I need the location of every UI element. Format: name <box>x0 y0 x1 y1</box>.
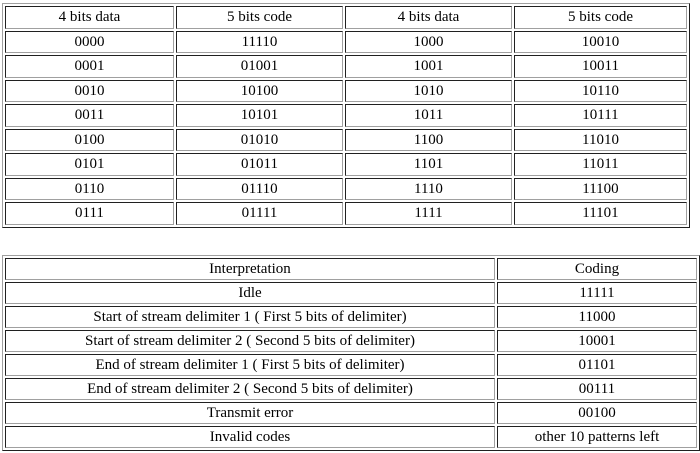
table-row <box>5 178 687 201</box>
table-cell: Transmit error <box>5 402 495 424</box>
column-header: 5 bits code <box>176 6 343 29</box>
table-cell: 0010 <box>5 80 174 103</box>
table-cell: 0011 <box>5 104 174 127</box>
control-code-table <box>2 255 700 451</box>
table-cell: other 10 patterns left <box>497 426 697 448</box>
table-cell: 11110 <box>176 31 343 54</box>
table-cell: 10101 <box>176 104 343 127</box>
table-cell: 01011 <box>176 153 343 176</box>
column-header: Interpretation <box>5 258 495 280</box>
table-cell: 0001 <box>5 55 174 78</box>
table-row <box>5 402 697 424</box>
table-cell: 10001 <box>497 330 697 352</box>
column-header: 4 bits data <box>345 6 512 29</box>
table-cell: 11010 <box>514 129 687 152</box>
table-cell: 1010 <box>345 80 512 103</box>
data-code-table-body <box>5 6 687 225</box>
table-row <box>5 80 687 103</box>
table-cell: 0100 <box>5 129 174 152</box>
table-cell: 1111 <box>345 202 512 225</box>
table-cell: 11101 <box>514 202 687 225</box>
table-cell: 10010 <box>514 31 687 54</box>
table-row <box>5 31 687 54</box>
table-row <box>5 282 697 304</box>
table-cell: 11011 <box>514 153 687 176</box>
table-row <box>5 306 697 328</box>
table-row <box>5 354 697 376</box>
table-cell: 10011 <box>514 55 687 78</box>
table-row <box>5 378 697 400</box>
table-cell: 1110 <box>345 178 512 201</box>
table-cell: Invalid codes <box>5 426 495 448</box>
table-cell: 0101 <box>5 153 174 176</box>
table-cell: 11111 <box>497 282 697 304</box>
table-cell: End of stream delimiter 1 ( First 5 bits of delimiter) <box>5 354 495 376</box>
table-cell: 1011 <box>345 104 512 127</box>
table-cell: 1101 <box>345 153 512 176</box>
table-cell: 01111 <box>176 202 343 225</box>
column-header: 4 bits data <box>5 6 174 29</box>
table-cell: 00111 <box>497 378 697 400</box>
table-cell: Idle <box>5 282 495 304</box>
table-cell: Start of stream delimiter 1 ( First 5 bits of delimiter) <box>5 306 495 328</box>
table-cell: 01101 <box>497 354 697 376</box>
table-cell: 00100 <box>497 402 697 424</box>
table-cell: 0110 <box>5 178 174 201</box>
table-row <box>5 330 697 352</box>
table-header-row <box>5 6 687 29</box>
table-header-row <box>5 258 697 280</box>
table-cell: 1100 <box>345 129 512 152</box>
table-cell: 0000 <box>5 31 174 54</box>
table-row <box>5 129 687 152</box>
table-cell: End of stream delimiter 2 ( Second 5 bits of delimiter) <box>5 378 495 400</box>
table-cell: 10111 <box>514 104 687 127</box>
table-row <box>5 104 687 127</box>
column-header: 5 bits code <box>514 6 687 29</box>
table-cell: 10100 <box>176 80 343 103</box>
table-cell: 11100 <box>514 178 687 201</box>
table-cell: 01010 <box>176 129 343 152</box>
table-row <box>5 202 687 225</box>
table-cell: 1000 <box>345 31 512 54</box>
control-code-table-body <box>5 258 697 448</box>
table-cell: 0111 <box>5 202 174 225</box>
table-row <box>5 55 687 78</box>
column-header: Coding <box>497 258 697 280</box>
table-cell: 11000 <box>497 306 697 328</box>
table-cell: Start of stream delimiter 2 ( Second 5 bits of delimiter) <box>5 330 495 352</box>
table-cell: 01110 <box>176 178 343 201</box>
table-row <box>5 426 697 448</box>
table-cell: 1001 <box>345 55 512 78</box>
table-cell: 01001 <box>176 55 343 78</box>
table-cell: 10110 <box>514 80 687 103</box>
data-code-table <box>2 3 690 228</box>
table-row <box>5 153 687 176</box>
